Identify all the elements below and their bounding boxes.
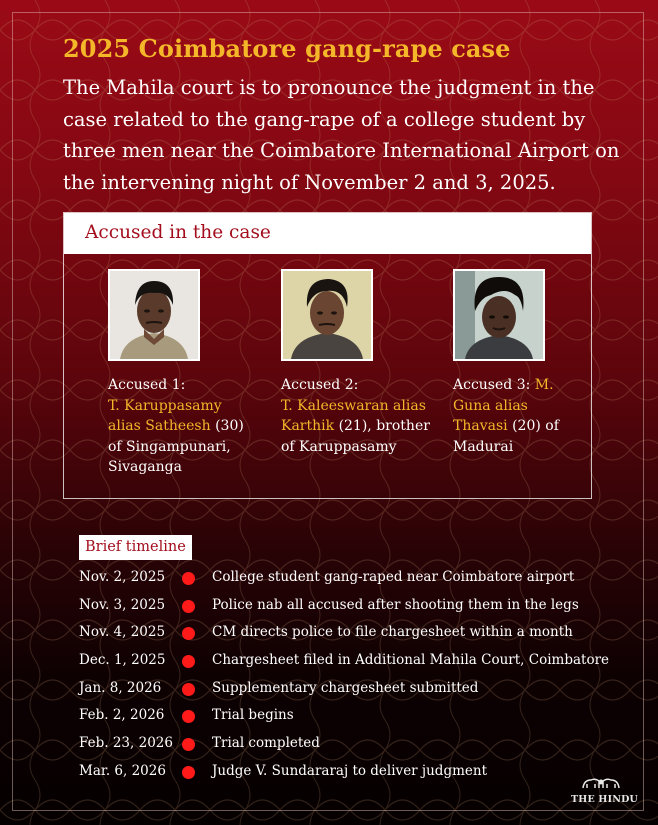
timeline-row [79, 619, 639, 647]
timeline-date: Nov. 2, 2025 [79, 569, 166, 585]
accused-section [63, 212, 592, 499]
accused-2-details: brother of Karuppasamy [281, 418, 430, 455]
accused-section-header [64, 213, 591, 254]
timeline-event: CM directs police to file chargesheet within a month [212, 624, 573, 641]
timeline-event: Trial completed [212, 735, 320, 752]
timeline-date: Feb. 2, 2026 [79, 707, 165, 724]
accused-2-label: Accused 2: [281, 377, 359, 393]
accused-1-photo [108, 269, 200, 361]
accused-2-photo [281, 269, 373, 361]
the-hindu-logo [571, 775, 639, 805]
timeline-event: Judge V. Sundararaj to deliver judgment [212, 762, 487, 779]
accused-1-age: (30) [215, 418, 244, 434]
accused-2-info [281, 375, 431, 457]
timeline-dot-icon [182, 738, 195, 751]
timeline-dot-icon [182, 572, 195, 585]
timeline-date: Nov. 3, 2025 [79, 596, 166, 613]
timeline-dot-icon [182, 627, 195, 640]
timeline-event: Trial begins [212, 707, 294, 724]
elephant-emblem-icon [581, 776, 621, 790]
timeline-list [79, 564, 639, 786]
timeline-dot-icon [182, 766, 195, 779]
timeline-row [79, 702, 639, 730]
accused-3-name: M. Guna alias Thavasi [453, 377, 554, 434]
accused-1-info [108, 375, 258, 478]
timeline-event: College student gang-raped near Coimbatore airport [212, 569, 575, 585]
timeline-row [79, 758, 639, 786]
accused-3-info [453, 375, 561, 457]
accused-3-age: (20) [512, 418, 541, 434]
timeline-heading: Brief timeline [79, 535, 192, 560]
accused-3-details: of Madurai [453, 418, 559, 455]
accused-section-heading: Accused in the case [85, 222, 271, 243]
accused-1-details: of Singampunari, Sivaganga [108, 438, 231, 475]
timeline-row [79, 647, 639, 675]
accused-1-name: T. Karuppasamy alias Satheesh [108, 397, 222, 434]
accused-3-label: Accused 3: [453, 377, 531, 393]
timeline-date: Dec. 1, 2025 [79, 652, 166, 669]
intro-text: The Mahila court is to pronounce the judgment in the case related to the gang-rape of a college student by three men near the Coimbatore International Airport on the intervening night of November 2 and 3, 2025. [63, 76, 620, 194]
timeline-dot-icon [182, 655, 195, 668]
timeline-date: Jan. 8, 2026 [79, 679, 162, 696]
timeline-date: Nov. 4, 2025 [79, 624, 166, 641]
timeline-dot-icon [182, 683, 195, 696]
timeline-row [79, 564, 639, 592]
timeline-date: Mar. 6, 2026 [79, 762, 166, 779]
accused-3-photo [453, 269, 545, 361]
timeline-dot-icon [182, 600, 195, 613]
logo-text: THE HINDU [571, 794, 639, 805]
accused-1-label: Accused 1: [108, 377, 186, 393]
timeline-event: Police nab all accused after shooting them in the legs [212, 596, 579, 613]
accused-2-age: (21), [338, 418, 372, 434]
timeline-row [79, 592, 639, 620]
timeline-dot-icon [182, 710, 195, 723]
timeline-row [79, 730, 639, 758]
timeline-date: Feb. 23, 2026 [79, 735, 173, 752]
page-title: 2025 Coimbatore gang-rape case [63, 34, 511, 63]
timeline-event: Chargesheet filed in Additional Mahila Court, Coimbatore [212, 652, 610, 669]
timeline-row [79, 675, 639, 703]
timeline-event: Supplementary chargesheet submitted [212, 679, 479, 696]
accused-2-name: T. Kaleeswaran alias Karthik [281, 397, 426, 434]
